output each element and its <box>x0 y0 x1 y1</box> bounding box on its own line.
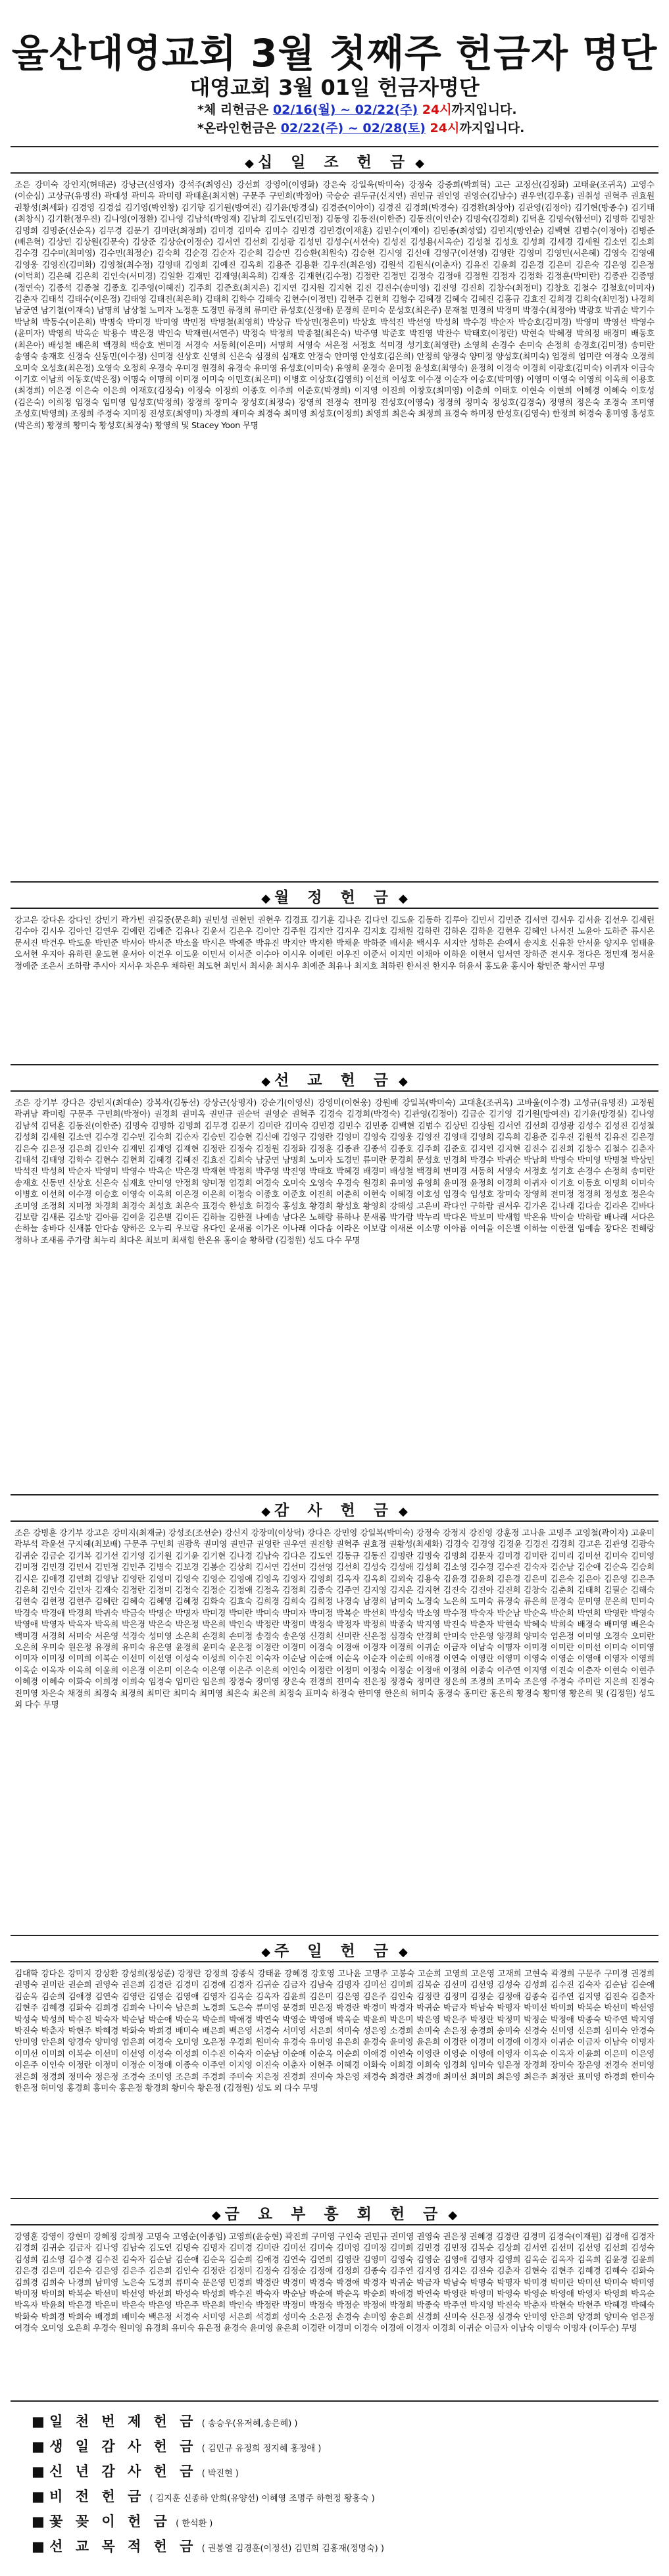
notice-online-period <box>197 118 524 136</box>
notice-tithe-suffix: 까지입니다. <box>451 103 517 117</box>
fund-line-mission-purpose <box>32 2536 384 2556</box>
section-heading-friday-revival <box>0 2202 669 2224</box>
section-title: 감 사 헌 금 <box>274 1502 395 1519</box>
section-body-mission: 조은 강기부 강다은 강민지(최대순) 강복자(김동선) 강상근(상명자) 강순기(이영신) 강영미(이현웅) 강원배 강일복(박미숙) 고대훈(조귀옥) 고바울(이수경) 고성규(유명진) 고정원 곽귀남 곽미령 구문주 구민희(박정아) 권경희 권미옥 권민규 권순덕 권영순 권혁주 김경숙 김경희(박경숙) 김관영(김정아) 김금순 김기영 김기원(방여진) 김기윤(방경실) 김나영 김남석 김덕훈 김동진(이한준) 김명숙 김명하 김명희 김무경 김문기 김미란 김미숙 김민경 김민수 김민종 김백현 김범수 김상민 김상원 김서연 김선희 김성광 김성수 김성진 김성철 김성희 김세원 김소연 김수경 김수민 김숙희 김순자 김승민 김승현 김신애 김영구 김영란 김영미 김영숙 김영웅 김영진 김영태 김영희 김옥희 김용준 김우진 김원석 김유진 김은경 김은숙 김은정 김은희 김인숙 김재민 김재영 김재현 김정란 김정숙 김정원 김정화 김정훈 김종관 김종석 김종호 김주희 김준호 김지연 김지현 김진수 김진희 김창수 김철수 김춘자 김태석 김태영 김학수 김현수 김현희 김혜경 김혜진 김효진 김희숙 남궁연 남명희 노미자 도경민 류미란 문경희 문성호 민경희 박경수 박귀순 박남희 박명숙 박미영 박병철 박상민 박석진 박성희 박순자 박영미 박영수 박옥순 박은경 박재현 박정희 박주영 박진영 박태호 박혜경 배경미 배성철 백경희 변미경 서동희 서영숙 서정호 성기호 손경수 손정희 송미란 송재호 신동민 신상호 신은숙 심재호 안미영 안정희 양미정 엄경희 여경숙 오미숙 오영숙 우경숙 원경희 유미영 유영희 윤미정 윤정희 이경희 이귀자 이기호 이동호 이명희 이미숙 이병호 이선희 이수경 이승호 이영숙 이옥희 이은경 이은희 이정숙 이종호 이준호 이진희 이춘희 이현숙 이혜경 이호성 임경숙 임성호 장미숙 장영희 전미정 정경희 정성호 정은숙 조미영 조정희 지미정 차경희 최경숙 최성호 최은숙 표경숙 한성호 허경숙 홍성호 황경희 황성호 황영희 강해성 고은비 곽다인 구하람 권서우 김가온 김나래 김다솜 김라온 김바다 김보람 김새론 김소망 김아름 김여울 김은별 김이든 김하늘 김한결 나예솜 남다온 노해랑 류하나 문새롬 박가람 박누리 박다온 박보미 박새힘 박온유 박이슬 박하람 배나래 서다은 손하늘 송바다 신새봄 안다솜 양하은 오누리 우보람 유다인 윤새롬 이가온 이나래 이다솜 이라온 이보람 이새론 이소망 이아름 이여울 이은별 이하늘 이한결 임예솜 장다온 전해랑 정하나 조새롬 주가람 최누리 최다온 최보미 최새힘 한온유 홍이슬 황하람 (김정원) 성도 다수 무명 <box>14 1098 655 1245</box>
sub-title: 대영교회 3월 01일 헌금자명단 <box>189 75 480 100</box>
fund-names: ( 김지훈 신종하 안희(유양선) 이혜영 조명주 하현정 황홍숙 ) <box>149 2494 375 2504</box>
fund-line-new-year <box>32 2461 239 2481</box>
divider <box>11 1961 658 1962</box>
divider <box>11 172 658 174</box>
bullet-icon: ■ <box>32 2414 50 2429</box>
bullet-icon: ■ <box>32 2489 50 2504</box>
section-title: 금 요 부 흥 회 헌 금 <box>224 2206 445 2223</box>
fund-label: 선 교 목 적 헌 금 <box>49 2539 197 2554</box>
divider <box>11 1935 658 1936</box>
fund-line-thousand-offering <box>32 2411 298 2431</box>
section-title: 월 정 헌 금 <box>274 889 395 906</box>
main-title: 울산대영교회 3월 첫째주 헌금자 명단 <box>11 31 658 76</box>
fund-names-text: 박진현 <box>207 2469 233 2479</box>
section-heading-thanks <box>0 1498 669 1520</box>
divider <box>11 1520 658 1522</box>
section-heading-monthly <box>0 885 669 907</box>
fund-names-text: 권봉열 김경훈(이정선) 김민희 김홍재(정명숙) <box>207 2544 378 2554</box>
diamond-icon: ◆ <box>398 1945 408 1959</box>
fund-names: ( 김민규 유정희 정지혜 홍정애 ) <box>201 2444 322 2454</box>
bullet-icon: ■ <box>32 2539 50 2554</box>
fund-line-vision <box>32 2486 375 2506</box>
diamond-icon: ◆ <box>398 892 408 906</box>
diamond-icon: ◆ <box>261 1505 271 1519</box>
diamond-icon: ◆ <box>211 2208 221 2222</box>
diamond-icon: ◆ <box>261 1075 271 1088</box>
fund-label: 꽃 꽂 이 헌 금 <box>49 2514 171 2529</box>
divider <box>11 146 658 147</box>
bullet-icon: ■ <box>32 2514 50 2529</box>
divider <box>11 1090 658 1092</box>
divider <box>11 1494 658 1495</box>
section-heading-sunday <box>0 1939 669 1960</box>
section-title: 주 일 헌 금 <box>274 1943 395 1960</box>
fund-names: ( 권봉열 김경훈(이정선) 김민희 김홍재(정명숙) ) <box>201 2544 384 2554</box>
section-heading-tithe <box>0 150 669 172</box>
diamond-icon: ◆ <box>261 892 271 906</box>
notice-online-range: 02/22(주) ~ 02/28(토) <box>280 121 426 135</box>
fund-names-text: 한석환 <box>182 2519 207 2529</box>
section-title: 선 교 헌 금 <box>274 1072 395 1089</box>
fund-names-text: 김지훈 신종하 안희(유양선) 이혜영 조명주 하현정 황홍숙 <box>155 2494 369 2504</box>
diamond-icon: ◆ <box>415 157 424 170</box>
divider <box>11 881 658 883</box>
section-body-thanks: 조은 강병훈 강기부 강고은 강미지(최재균) 강성조(조선순) 강신지 강장미(이상덕) 강다은 강민영 강일복(박미숙) 강정숙 강정지 강진영 강훈정 고나윤 고명주 고영철(곽이자) 고윤미 곽부석 곽윤선 구지혜(최보배) 구문주 구민희 권광욱 권미영 권민규 권영란 권우연 권진향 권혁주 권효정 권황성(최세화) 김경숙 김경영 김경윤 김경진 김경희 김고은 김관영 김광숙 김귀순 김금순 김기복 김기선 김기영 김기원 김기윤 김기현 김나경 김남숙 김다은 김도연 김동규 김동진 김명란 김명숙 김명희 김문자 김미경 김미란 김미리 김미선 김미숙 김미영 김미정 김민경 김민서 김민정 김민주 김병숙 김보경 김봉순 김상희 김서연 김선미 김선영 김선희 김성숙 김성애 김성희 김소영 김수경 김수진 김숙자 김순남 김순애 김순옥 김승희 김시은 김애경 김연희 김영남 김영란 김영미 김영숙 김영순 김영애 김영옥 김영자 김영희 김옥자 김옥희 김외숙 김용숙 김윤경 김윤희 김은경 김은미 김은숙 김은아 김은영 김은주 김은희 김인숙 김인자 김재숙 김정란 김정미 김정숙 김정순 김정애 김정옥 김정희 김종숙 김주연 김지영 김지은 김지현 김진숙 김진아 김진희 김창숙 김춘희 김태희 김필순 김해숙 김현숙 김현정 김현주 김혜란 김혜숙 김혜영 김혜정 김화숙 김효숙 김희경 김희숙 김희정 나경숙 남경희 남미숙 노경숙 노은희 도미숙 류경숙 류은희 문경숙 문미영 문은희 민미숙 박경숙 박경애 박경희 박귀숙 박금숙 박명순 박명자 박미경 박미란 박미숙 박미자 박미정 박복순 박선희 박성숙 박소영 박수정 박숙자 박순남 박순옥 박순희 박연희 박영란 박영숙 박영애 박영자 박옥자 박옥희 박은경 박은숙 박은정 박은희 박인숙 박정란 박정미 박정숙 박정자 박정희 박종숙 박지영 박진숙 박춘자 박현숙 박혜숙 박희숙 배경숙 배미영 배은숙 백미경 서경희 서미숙 서은영 석경숙 성미영 소은희 손경희 손미정 송경숙 송은영 신경희 신미란 신은정 심경숙 안경희 안미숙 안은영 양경희 양미숙 엄은정 여미영 오경숙 오미란 오은희 우미숙 원은정 유경희 유미숙 유은영 윤경희 윤미숙 윤은정 이경란 이경미 이경숙 이경애 이경자 이경희 이귀순 이금자 이남숙 이명자 이미경 이미란 이미선 이미숙 이미영 이미자 이미정 이미희 이복순 이선미 이선영 이성숙 이성희 이수진 이숙자 이순남 이순애 이순옥 이순자 이순희 이애경 이연숙 이영란 이영미 이영숙 이영순 이영애 이영자 이영희 이옥순 이옥자 이옥희 이윤희 이은경 이은미 이은숙 이은영 이은주 이은희 이인숙 이정란 이정미 이정숙 이정순 이정애 이정희 이종숙 이주연 이지영 이진숙 이춘자 이현숙 이현주 이혜경 이혜숙 이화숙 이희경 이희숙 임경숙 임미란 임은희 장경숙 장미영 장은숙 전경희 전미숙 전은정 정경숙 정미란 정은희 조경희 조미숙 조은영 주경숙 주미란 지은희 진경숙 진미영 차은숙 채경희 최경숙 최경희 최미란 최미숙 최미영 최은숙 최은희 최정숙 표미숙 하경숙 한미영 한은희 허미숙 홍경숙 홍미란 홍은희 황경숙 황미영 황은희 및 (김정원) 성도 외 다수 무명 <box>14 1528 655 1710</box>
fund-label: 비 전 헌 금 <box>49 2489 145 2504</box>
notice-online-hour: 24시 <box>425 121 460 135</box>
divider <box>11 908 658 909</box>
fund-line-flowers <box>32 2511 212 2531</box>
diamond-icon: ◆ <box>245 157 254 170</box>
section-title: 십 일 조 헌 금 <box>257 154 412 171</box>
notice-tithe-hour: 24시 <box>418 103 452 117</box>
diamond-icon: ◆ <box>261 1945 271 1959</box>
section-body-tithe: 조은 강미숙 강인지(허태곤) 강낭근(신영자) 강석주(최영신) 강선희 강영이(이영화) 강은숙 강일욱(박미숙) 강정숙 강중희(박희혁) 고근 고정선(김정화) 고태윤(조귀옥) 고영수(이순심) 고상규(유명진) 곽대성 곽미옥 곽미령 곽태훈(최지현) 구문주 구민희(박정아) 국승순 권두규(신지연) 권민규 권인영 권영순(김남수) 권우연(김우홍) 권취성 권혁주 권효원 권황성(최세화) 김경영 김경섭 김기영(박인창) 김기향 김기원(방여진) 김기윤(방경실) 김경준(이아이) 김경진 김경희(박경숙) 김경환(최상아) 김관영(김정아) 김기현(방종수) 김기태(최창식) 김기환(정우진) 김나영(이정환) 김나영 김남석(박영재) 김남희 김도연(김민정) 김동영 김동진(이한준) 김동진(이인순) 김명숙(김경희) 김덕훈 김명숙(함선미) 김명하 김명찬 김명희 김명준(신순옥) 김무경 김문기 김미란(최정희) 김미경 김미숙 김미수 김민경 김민경(이재훈) 김민수(이재이) 김민종(최성열) 김민지(방인순) 김백현 김범수(이정아) 김병준(배은혁) 김상민 김상원(김문숙) 김상준 김상순(이정순) 김서연 김선희 김성광 김성민 김성수(서선숙) 김성진 김성용(서옥순) 김성철 김성호 김성희 김세경 김세원 김소연 김소희 김수경 김수미(최미영) 김수민(최정순) 김숙희 김순경 김순자 김순희 김승민 김승환(최원숙) 김승현 김시영 김신애 김영구(이선영) 김영란 김영미 김영민(서은혜) 김영숙 김영애 김영웅 김영진(김미화) 김영철(최수정) 김영태 김영희 김예진 김옥희 김용준 김용환 김우진(최은영) 김원석 김원식(이춘자) 김유진 김윤희 김은경 김은미 김은숙 김은영 김은정(이덕희) 김은혜 김은희 김인숙(서미경) 김일환 김재민 김재영(최옥희) 김재웅 김재현(김수정) 김정란 김정민 김정숙 김정애 김정원 김정자 김정화 김정훈(박미란) 김종관 김종명(정연숙) 김종석 김종철 김종호 김주영(이혜진) 김주희 김준호(최지은) 김지연 김지원 김지현 김진 김진수(송미영) 김진영 김진희 김창수(최정미) 김창호 김철수 김철호(이미자) 김춘자 김태석 김태수(이은정) 김태영 김태진(최은희) 김태희 김학수 김해숙 김현수(이정민) 김현주 김현희 김형수 김혜경 김혜숙 김혜진 김홍규 김효진 김희경 김희숙(최민정) 나경희 남궁연 남기철(이재숙) 남명희 남상철 노미자 노정훈 도경민 류경희 류미란 류성호(신정애) 문경희 문미숙 문성호(최은주) 문재철 민경희 박경미 박경수(최정아) 박광호 박귀순 박기수 박남희 박동수(이은희) 박명숙 박미경 박미영 박민정 박병철(최영희) 박상규 박상민(정은미) 박상호 박석진 박선영 박성희 박수경 박순자 박승호(김미경) 박영미 박영선 박영수(윤미자) 박영희 박옥순 박용수 박은경 박인숙 박재현(서연주) 박정숙 박정희 박종철(최은숙) 박주영 박준호 박진영 박찬수 박태호(이정란) 박현숙 박혜경 박희정 배경미 배동호(최은아) 배성철 배은희 백경희 백승호 변미경 서경숙 서동희(이은미) 서명희 서영숙 서은정 서정호 석미경 성기호(최영란) 소영희 손경수 손미숙 손정희 송경호(김미정) 송미란 송영숙 송재호 신경숙 신동민(이수정) 신미경 신상호 신영희 신은숙 심경희 심재호 안경숙 안미영 안성호(김은희) 안정희 양경숙 양미정 양성호(최미숙) 엄경희 엄미란 여경숙 오경희 오미숙 오성호(최은정) 오영숙 오정희 우경숙 우미경 원경희 유경숙 유미영 유성호(이미숙) 유영희 윤경숙 윤미정 윤성호(최영숙) 윤정희 이경숙 이경희 이광호(김미숙) 이귀자 이금숙 이기호 이남희 이동호(박은정) 이명숙 이명희 이미경 이미숙 이민호(최은미) 이병호 이상호(김영희) 이선희 이성호 이수경 이순자 이승호(박미영) 이영미 이영숙 이영희 이옥희 이용호(최경희) 이은경 이은숙 이은희 이재호(김정숙) 이정숙 이정희 이종호 이주희 이준호(박경희) 이지영 이진희 이창호(최미영) 이춘희 이태호 이현숙 이현희 이혜경 이혜숙 이호성(김은숙) 이희정 임경숙 임미영 임성호(박정희) 장경희 장미숙 장성호(최정숙) 장영희 전경숙 전미정 전성호(이영숙) 정경희 정미숙 정성호(김경숙) 정영희 정은숙 조경숙 조미영 조성호(박영희) 조정희 주경숙 지미정 진성호(최영미) 차경희 채미숙 최경숙 최미영 최성호(이정희) 최영희 최은숙 최정희 표경숙 하미정 한성호(김영숙) 한정희 허경숙 홍미영 홍성호(박은희) 황경희 황미숙 황성호(최경숙) 황영희 및 Stacey Yoon 무명 <box>14 180 655 430</box>
bullet-icon: ■ <box>32 2464 50 2479</box>
fund-names-text: 김민규 유정희 정지혜 홍정애 <box>207 2444 316 2454</box>
divider <box>11 2198 658 2199</box>
notice-tithe-range: 02/16(월) ~ 02/22(주) <box>272 103 418 117</box>
fund-names: ( 송승우(유저혜,송은혜) ) <box>201 2419 298 2429</box>
fund-label: 일 천 번 제 헌 금 <box>49 2414 197 2429</box>
diamond-icon: ◆ <box>448 2208 458 2222</box>
notice-tithe-period <box>197 100 517 118</box>
section-heading-mission <box>0 1068 669 1090</box>
fund-label: 생 일 감 사 헌 금 <box>49 2439 197 2454</box>
bullet-icon: ■ <box>32 2439 50 2454</box>
diamond-icon: ◆ <box>398 1075 408 1088</box>
fund-names-text: 송승우(유저혜,송은혜) <box>207 2419 292 2429</box>
section-body-monthly: 강고은 강다온 강다인 강민기 곽가빈 권길중(문은희) 권민성 권현민 권현우 김경표 김기훈 김나은 김다인 김도윤 김동하 김루아 김민서 김민준 김서연 김서우 김서윤 김선우 김세린 김수아 김시우 김아인 김연우 김예린 김예준 김유나 김윤서 김은우 김이안 김주원 김지안 김지우 김지호 김채원 김하린 김하온 김하윤 김현우 김혜인 나서진 노윤아 도하준 류시온 문서진 박건우 박도윤 박민준 박서아 박서준 박소율 박시은 박예준 박유진 박지안 박지한 박채윤 박하준 배서윤 백시우 서지안 성하은 손예서 송지호 신유찬 안서윤 양지우 엄태윤 오서현 우지아 유하린 윤도현 윤서아 이건우 이도윤 이민서 이서준 이수아 이시우 이예린 이우진 이준서 이지민 이채아 이하윤 이현서 임서연 장하준 전시우 정다은 정민재 정서윤 정예준 조은서 조하람 주시아 지서우 차은우 채하린 최도현 최민서 최서윤 최시우 최예준 최유나 최지호 최하린 한서진 한지우 허윤서 홍도윤 홍시아 황민준 황서연 무명 <box>14 915 655 971</box>
fund-names: ( 박진현 ) <box>201 2469 239 2479</box>
diamond-icon: ◆ <box>398 1505 408 1519</box>
section-body-friday-revival: 강영훈 강영이 강현미 강혜정 강희정 고명숙 고영순(이종임) 고영희(윤승현) 곽진희 구미영 구인숙 권민규 권미영 권영숙 권은정 권혜경 김경란 김경미 김경숙(이재원) 김경애 김경자 김경희 김귀순 김금자 김나영 김남숙 김도연 김명숙 김명자 김미경 김미란 김미선 김미숙 김미영 김미정 김미희 김민경 김민정 김복순 김상희 김서연 김선미 김선영 김선희 김성숙 김성희 김소영 김수경 김수진 김숙자 김순남 김순애 김순옥 김순희 김애경 김연숙 김연희 김영란 김영미 김영숙 김영순 김영애 김영자 김영희 김옥순 김옥자 김옥희 김윤경 김윤희 김은경 김은미 김은숙 김은영 김은주 김은희 김인숙 김정란 김정미 김정숙 김정순 김정애 김정희 김종숙 김주연 김지영 김지은 김진숙 김춘자 김현숙 김현주 김혜경 김혜숙 김화숙 김희경 김희숙 나경희 남미영 노은숙 도경희 류미숙 문은영 민경희 박경란 박경미 박경숙 박경애 박경자 박귀순 박금자 박남숙 박명숙 박명자 박미경 박미란 박미선 박미숙 박미영 박미정 박미희 박복순 박선미 박선영 박선희 박성숙 박성희 박수진 박숙자 박순남 박순애 박순옥 박순희 박애경 박연숙 박영란 박영미 박영숙 박영순 박영애 박영자 박영희 박옥순 박옥자 박윤희 박은경 박은미 박은숙 박은영 박은주 박은희 박인숙 박정란 박정미 박정숙 박정순 박정애 박정희 박종숙 박주연 박지영 박진숙 박춘자 박현숙 박현주 박혜경 박혜숙 박화숙 박희경 박희숙 배경희 배미숙 백은정 서경숙 서미영 서은희 석경희 성미숙 소은정 손경숙 손미영 송은희 신경희 신미숙 신은정 심경숙 안미영 안은희 양경희 양미숙 엄은정 여경숙 오미영 오은희 우경숙 원미영 유경희 유미숙 유은정 윤경숙 윤미영 윤은희 이경란 이경미 이경숙 이경애 이경자 이경희 이귀순 이금자 이남숙 이명숙 이명자 (이두순) 무명 <box>14 2231 655 2333</box>
divider <box>11 2400 658 2402</box>
fund-names: ( 한석환 ) <box>176 2519 213 2529</box>
notice-online-prefix: *온라인헌금은 <box>197 121 281 135</box>
fund-label: 신 년 감 사 헌 금 <box>49 2464 197 2479</box>
fund-line-birthday <box>32 2436 321 2456</box>
notice-tithe-prefix: *체 리헌금은 <box>197 103 273 117</box>
divider <box>11 1064 658 1065</box>
divider <box>11 2224 658 2225</box>
section-body-sunday: 김대학 강다은 강미지 강상환 강성희(정성준) 강정란 강정희 강종식 강태윤 강혜경 강호영 고나윤 고명주 고봉숙 고순희 고영희 고은영 고재희 고현숙 곽경희 구문주 구미경 권경희 권명숙 권미란 권순희 권영숙 권은희 김경란 김경미 김경애 김경자 김귀순 김금자 김남숙 김명자 김미선 김미희 김복순 김선미 김선영 김성숙 김성희 김수진 김숙자 김순남 김순애 김순옥 김순희 김애경 김연숙 김영란 김영순 김영애 김영자 김옥순 김옥자 김윤희 김은미 김은영 김은주 김인숙 김정란 김정미 김정순 김정애 김종숙 김주연 김지영 김진숙 김춘자 김현주 김혜경 김화숙 김희경 김희숙 나미숙 남은희 노경희 도은숙 류미영 문경희 민은정 박경란 박경미 박경자 박귀순 박금자 박남숙 박명자 박미선 박미희 박복순 박선미 박선영 박성숙 박성희 박수진 박숙자 박순남 박순애 박순옥 박순희 박애경 박연숙 박영순 박영애 박옥순 박윤희 박은미 박은영 박은주 박정란 박정미 박정순 박정애 박종숙 박주연 박지영 박진숙 박춘자 박현주 박혜경 박화숙 박희경 배미숙 배은희 백은영 서경숙 서미영 서은희 석미숙 성은영 소경희 손미숙 손은정 송경희 송미숙 신경숙 신미영 신은희 심미숙 안경숙 안미영 안은희 양경숙 양미영 엄은희 여경숙 오미영 오은정 우경희 원미숙 유경숙 유미영 유은희 윤경숙 윤미영 윤은희 이경란 이경미 이경애 이경자 이귀순 이금자 이남숙 이명자 이미선 이미희 이복순 이선미 이선영 이성숙 이성희 이수진 이숙자 이순남 이순애 이순옥 이순희 이애경 이연숙 이영란 이영순 이영애 이영자 이옥순 이옥자 이윤희 이은미 이은영 이은주 이인숙 이정란 이정미 이정순 이정애 이종숙 이주연 이지영 이진숙 이춘자 이현주 이혜경 이화숙 이희경 이희숙 임경희 임미숙 임은정 장경희 장미숙 장은영 전경숙 전미영 전은희 정경희 정미숙 정은정 조경숙 조미영 조은희 주경희 주미숙 지은정 진경희 진미숙 차은영 채경숙 최경란 최경애 최미선 최미희 최은영 최은주 최정란 표미영 하경희 한미숙 한은정 허미영 홍경희 홍미숙 홍은정 황경희 황미숙 황은정 (김정원) 성도 외 다수 무명 <box>14 1968 655 2093</box>
notice-online-suffix: 까지입니다. <box>459 121 525 135</box>
